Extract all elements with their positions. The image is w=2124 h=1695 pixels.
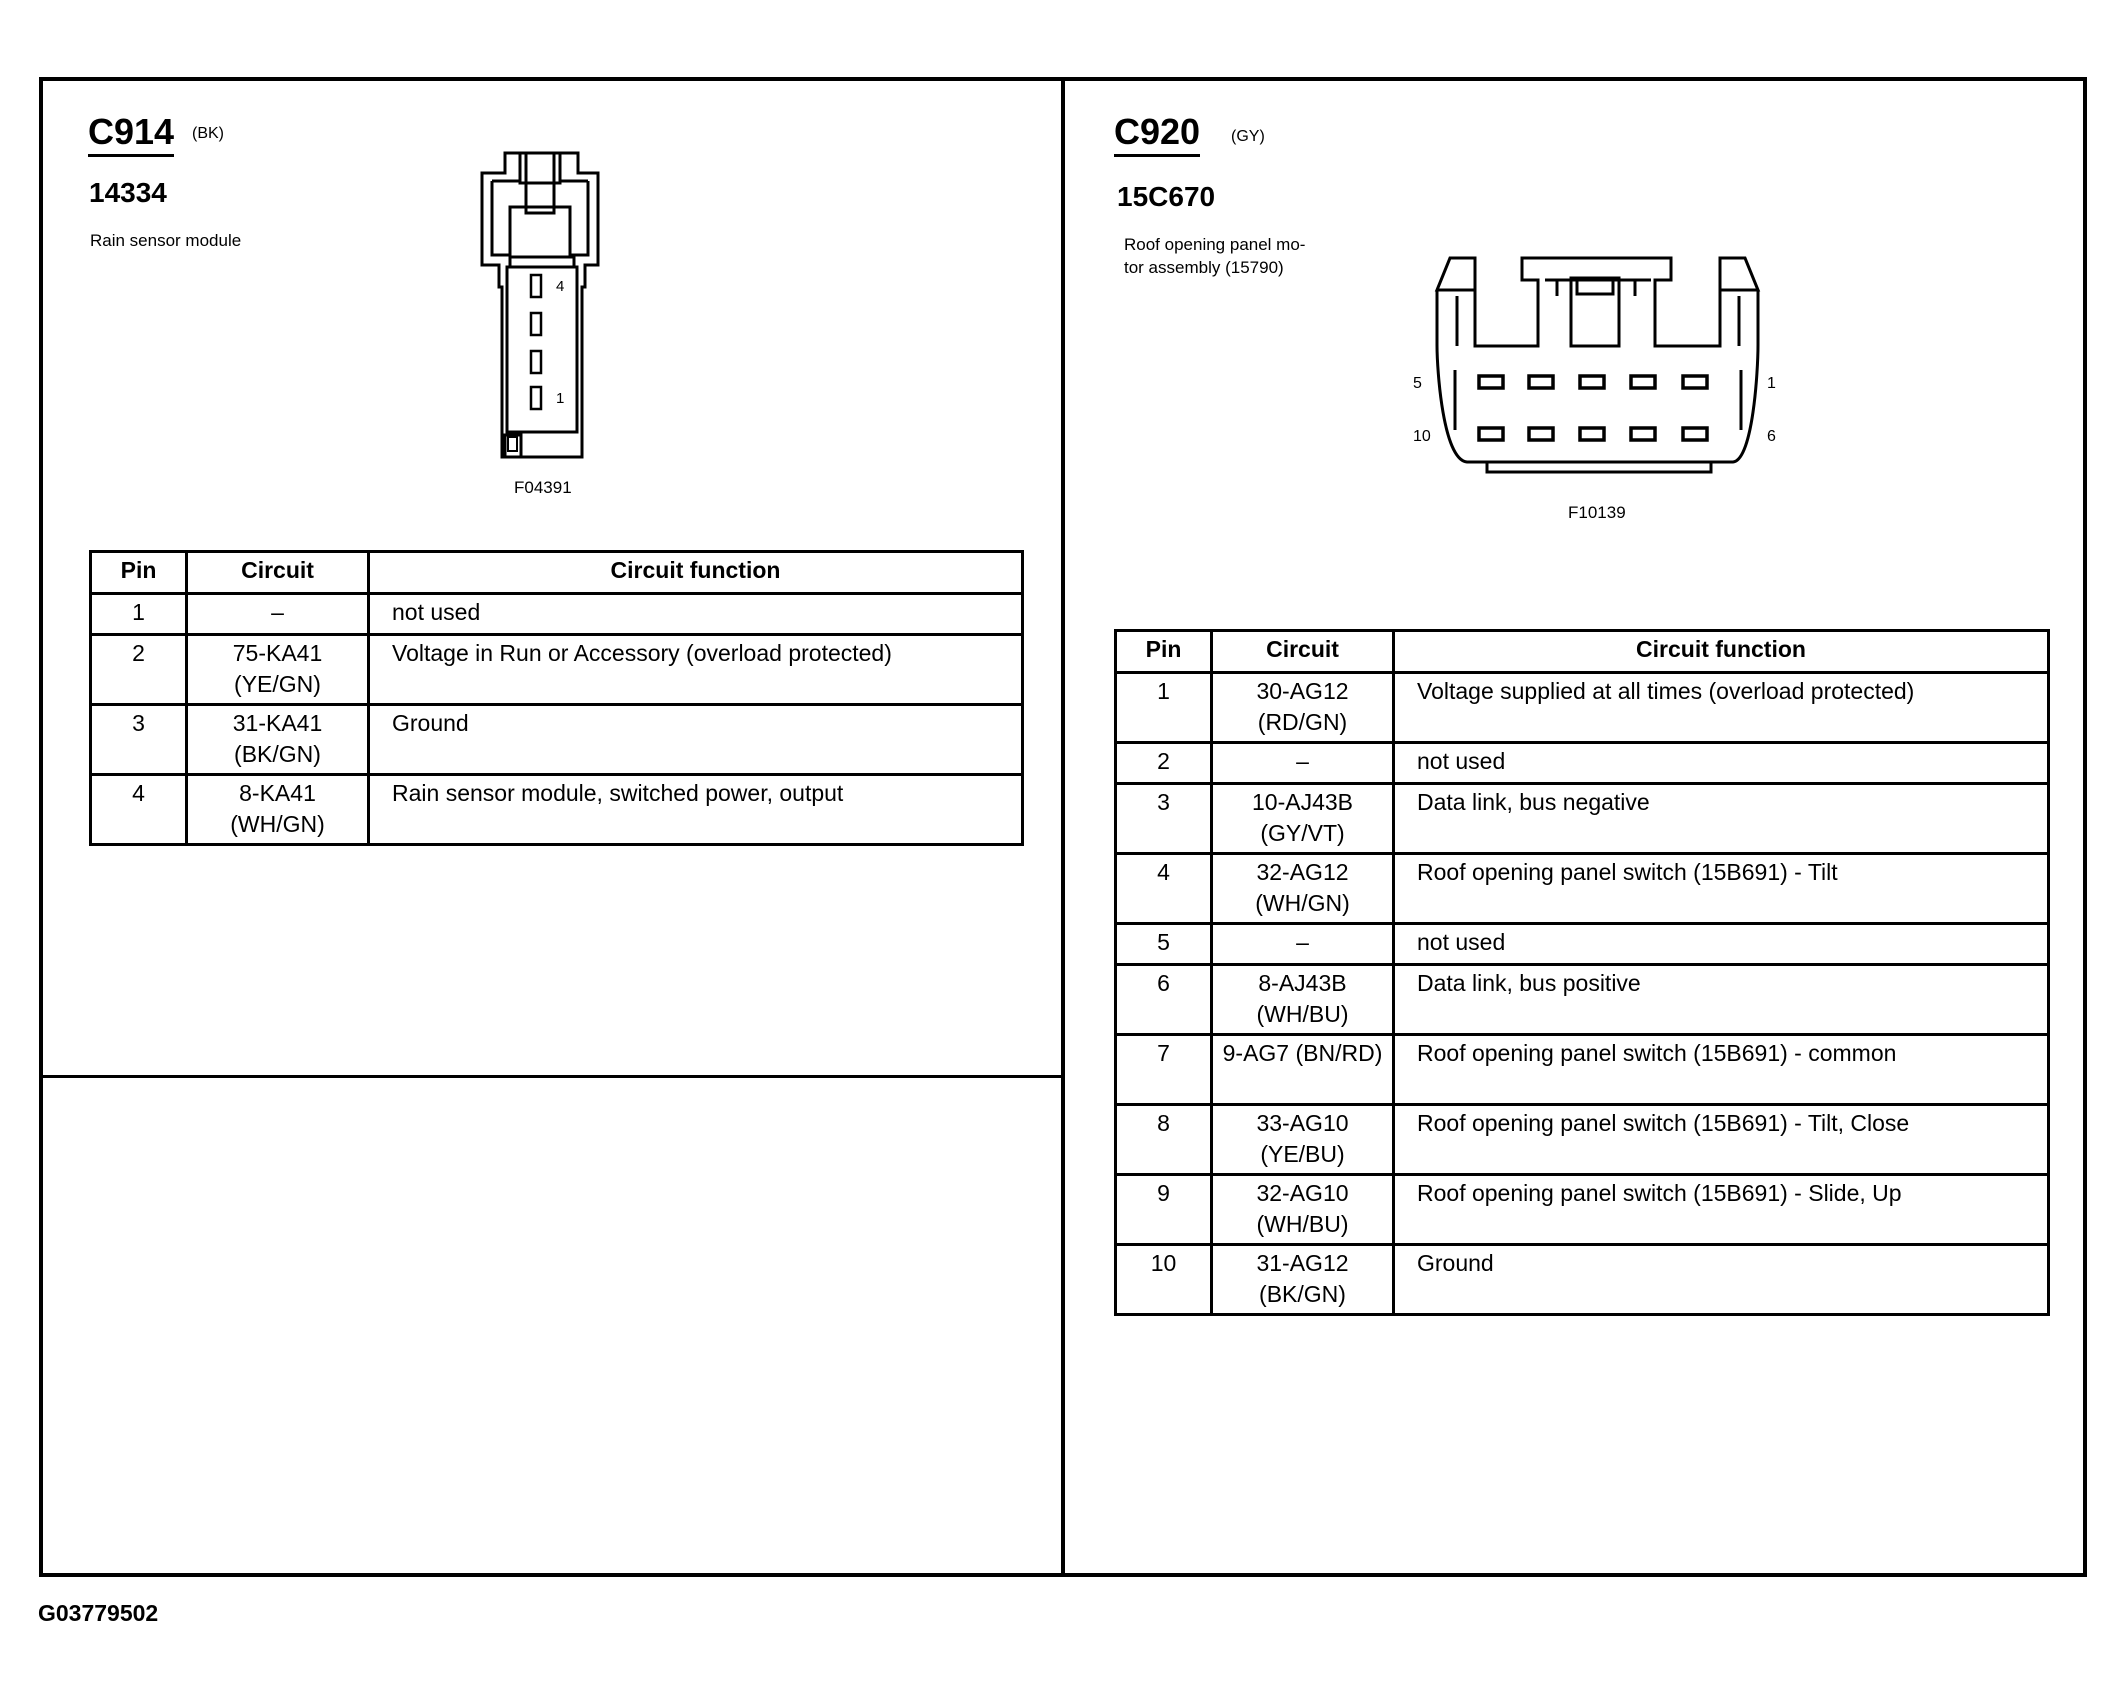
description-c914: Rain sensor module — [90, 231, 242, 250]
table-row — [1116, 1105, 2049, 1175]
function-cell: Ground — [369, 705, 1023, 775]
table-row — [91, 705, 1023, 775]
table-row — [1116, 1175, 2049, 1245]
circuit-cell: 10-AJ43B (GY/VT) — [1212, 784, 1394, 854]
pin-cell: 2 — [1116, 743, 1212, 784]
pin-cell: 4 — [1116, 854, 1212, 924]
connector-drawing-c920 — [1405, 250, 1795, 500]
pin-cell: 8 — [1116, 1105, 1212, 1175]
pin-cell: 1 — [1116, 673, 1212, 743]
table-row — [1116, 965, 2049, 1035]
function-cell: not used — [1394, 743, 2049, 784]
pin-cell: 2 — [91, 635, 187, 705]
figure-code-c920: F10139 — [1568, 503, 1626, 522]
pin-cell: 9 — [1116, 1175, 1212, 1245]
function-cell: Roof opening panel switch (15B691) - Tilt — [1394, 854, 2049, 924]
pin-cell: 3 — [91, 705, 187, 775]
circuit-cell: 8-KA41 (WH/GN) — [187, 775, 369, 845]
part-number-c914: 14334 — [89, 177, 167, 208]
pin-table-c914 — [89, 550, 1024, 846]
figure-code-c914: F04391 — [514, 478, 572, 497]
pin-cell: 7 — [1116, 1035, 1212, 1105]
pin-label-10: 10 — [1413, 428, 1431, 445]
pin-label-1: 1 — [1767, 375, 1776, 392]
circuit-cell: – — [187, 594, 369, 635]
description-c920: Roof opening panel mo- tor assembly (15790) — [1124, 235, 1306, 277]
pin-cell: 3 — [1116, 784, 1212, 854]
header-pin: Pin — [91, 552, 187, 594]
circuit-cell: 33-AG10 (YE/BU) — [1212, 1105, 1394, 1175]
pin-label-6: 6 — [1767, 428, 1776, 445]
table-row — [1116, 1035, 2049, 1105]
table-row — [91, 635, 1023, 705]
circuit-cell: – — [1212, 743, 1394, 784]
circuit-cell: 9-AG7 (BN/RD) — [1212, 1035, 1394, 1105]
circuit-cell: 32-AG12 (WH/GN) — [1212, 854, 1394, 924]
table-row — [1116, 743, 2049, 784]
circuit-cell: 30-AG12 (RD/GN) — [1212, 673, 1394, 743]
table-row — [91, 594, 1023, 635]
pin-label-5: 5 — [1413, 375, 1422, 392]
circuit-cell: 8-AJ43B (WH/BU) — [1212, 965, 1394, 1035]
connector-color-c914: (BK) — [192, 125, 224, 142]
horizontal-divider — [39, 1075, 1063, 1078]
page-code: G03779502 — [38, 1600, 159, 1626]
pin-cell: 1 — [91, 594, 187, 635]
pin-cell: 10 — [1116, 1245, 1212, 1315]
circuit-cell: 75-KA41 (YE/GN) — [187, 635, 369, 705]
header-circuit: Circuit — [1212, 631, 1394, 673]
table-row — [1116, 1245, 2049, 1315]
table-row — [91, 775, 1023, 845]
circuit-cell: – — [1212, 924, 1394, 965]
pin-cell: 5 — [1116, 924, 1212, 965]
function-cell: Roof opening panel switch (15B691) - Tilt, Close — [1394, 1105, 2049, 1175]
function-cell: Data link, bus positive — [1394, 965, 2049, 1035]
header-pin: Pin — [1116, 631, 1212, 673]
pin-table-c920 — [1114, 629, 2050, 1316]
table-row — [1116, 854, 2049, 924]
pin-cell: 4 — [91, 775, 187, 845]
function-cell: Roof opening panel switch (15B691) - Slide, Up — [1394, 1175, 2049, 1245]
circuit-cell: 32-AG10 (WH/BU) — [1212, 1175, 1394, 1245]
header-function: Circuit function — [369, 552, 1023, 594]
connector-drawing-c914 — [470, 145, 610, 465]
pin-label-1: 1 — [556, 390, 565, 407]
function-cell: Roof opening panel switch (15B691) - common — [1394, 1035, 2049, 1105]
connector-color-c920: (GY) — [1231, 128, 1265, 145]
function-cell: Ground — [1394, 1245, 2049, 1315]
table-row — [1116, 924, 2049, 965]
connector-id-c920: C920 — [1114, 112, 1200, 157]
header-function: Circuit function — [1394, 631, 2049, 673]
function-cell: Voltage supplied at all times (overload protected) — [1394, 673, 2049, 743]
circuit-cell: 31-AG12 (BK/GN) — [1212, 1245, 1394, 1315]
header-circuit: Circuit — [187, 552, 369, 594]
circuit-cell: 31-KA41 (BK/GN) — [187, 705, 369, 775]
connector-id-c914: C914 — [88, 112, 174, 157]
part-number-c920: 15C670 — [1117, 181, 1216, 212]
function-cell: not used — [369, 594, 1023, 635]
vertical-divider — [1061, 77, 1065, 1577]
table-row — [1116, 673, 2049, 743]
pin-label-4: 4 — [556, 278, 565, 295]
function-cell: Rain sensor module, switched power, output — [369, 775, 1023, 845]
function-cell: Data link, bus negative — [1394, 784, 2049, 854]
table-row — [1116, 784, 2049, 854]
pin-cell: 6 — [1116, 965, 1212, 1035]
function-cell: Voltage in Run or Accessory (overload protected) — [369, 635, 1023, 705]
function-cell: not used — [1394, 924, 2049, 965]
